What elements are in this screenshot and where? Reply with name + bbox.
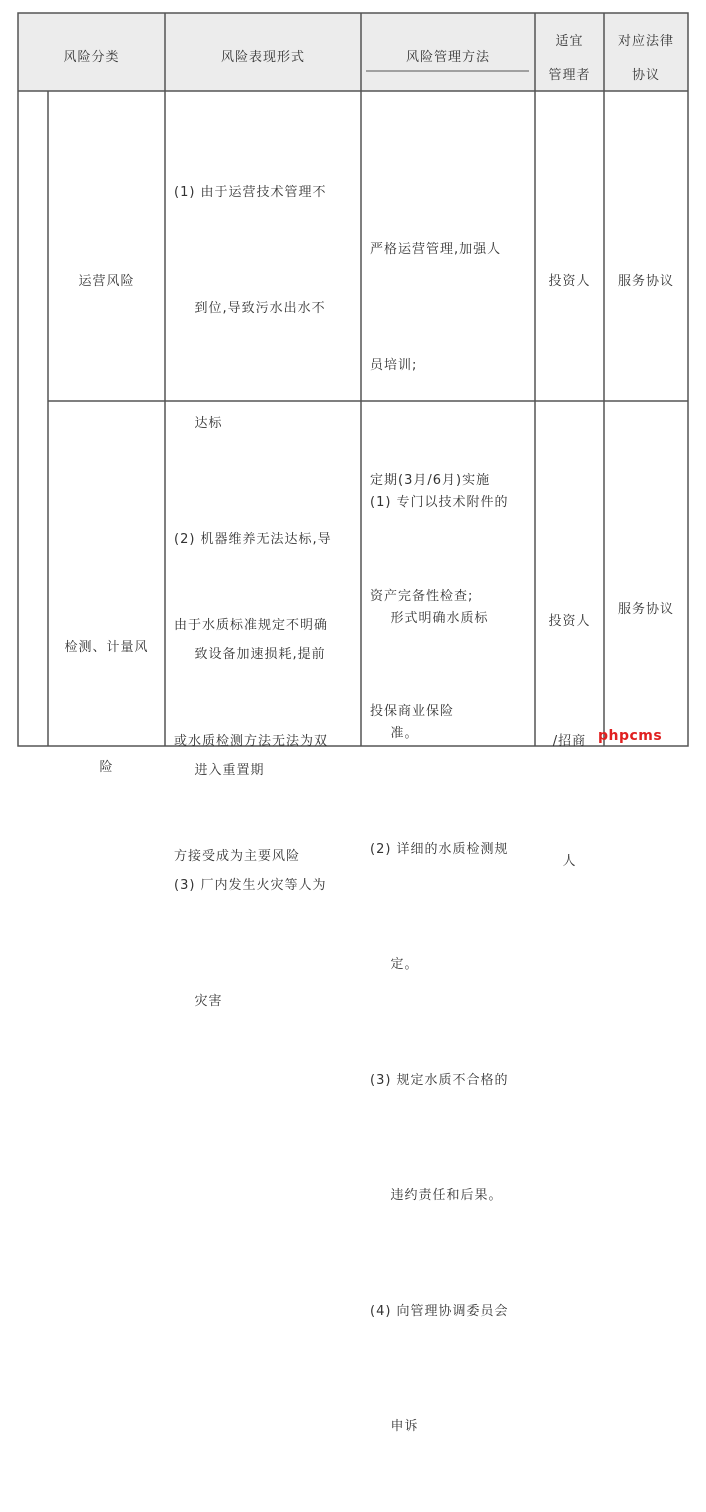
watermark: phpcms: [598, 728, 663, 744]
row2-method-line: 准。: [370, 726, 419, 741]
row2-method-line: (3) 规定水质不合格的: [370, 1072, 509, 1088]
row2-method: [370, 407, 509, 1512]
header-law-line2: 协议: [631, 68, 660, 83]
row1-category-line: 运营风险: [78, 274, 135, 289]
header-category: 风险分类: [63, 50, 120, 65]
header-law-line1: 对应法律: [617, 34, 674, 49]
row2-law-line: 服务协议: [617, 602, 674, 617]
row1-law-line: 服务协议: [617, 274, 674, 289]
row1-manager: [535, 240, 604, 319]
header-manager-line1: 适宜: [555, 34, 584, 49]
row2-form-line: 或水质检测方法无法为双: [174, 733, 329, 749]
row1-form-line: 进入重置期: [174, 762, 265, 778]
row2-method-line: 形式明确水质标: [370, 610, 489, 626]
row1-method-line: 投保商业保险: [370, 704, 455, 719]
row1-form-line: (3) 厂内发生火灾等人为: [174, 878, 327, 893]
row2-manager: [535, 522, 604, 962]
header-manager-line2: 管理者: [548, 68, 591, 83]
row2-manager-line: 人: [562, 854, 577, 869]
row2-method-line: (1) 专门以技术附件的: [370, 495, 509, 510]
row1-form-line: (2) 机器维养无法达标,导: [174, 531, 332, 547]
header-method: 风险管理方法: [405, 50, 490, 65]
row1-form-line: 致设备加速损耗,提前: [174, 647, 326, 662]
row2-form-line: 方接受成为主要风险: [174, 849, 301, 864]
row1-form-line: 达标: [174, 416, 223, 431]
row2-category-line: 险: [99, 760, 114, 775]
row2-form: [174, 530, 328, 954]
row1-category: [48, 240, 165, 319]
row1-method-line: 员培训;: [370, 357, 418, 373]
row1-method-line: 定期(3月/6月)实施: [370, 473, 491, 488]
row2-method-line: 违约责任和后果。: [370, 1188, 503, 1203]
row2-category: [48, 548, 165, 868]
row2-method-line: (2) 详细的水质检测规: [370, 841, 509, 857]
row1-manager-line: 投资人: [548, 274, 591, 289]
row1-law: [604, 240, 688, 319]
row2-method-line: 定。: [370, 957, 419, 972]
row1-method-line: 严格运营管理,加强人: [370, 242, 502, 257]
row1-form-line: 灾害: [174, 993, 223, 1009]
row2-manager-line: 投资人: [548, 614, 591, 629]
row2-method-line: 申诉: [370, 1419, 419, 1434]
row2-manager-line: /招商: [552, 734, 587, 749]
header-form: 风险表现形式: [220, 50, 305, 65]
row2-form-line: 由于水质标准规定不明确: [174, 618, 329, 633]
row1-method-line: 资产完备性检查;: [370, 588, 474, 604]
row2-method-line: (4) 向管理协调委员会: [370, 1303, 509, 1319]
row1-form-line: 到位,导致污水出水不: [174, 300, 326, 316]
row1-form-line: (1) 由于运营技术管理不: [174, 185, 327, 200]
row2-category-line: 检测、计量风: [64, 640, 149, 655]
row2-law: [604, 568, 688, 647]
